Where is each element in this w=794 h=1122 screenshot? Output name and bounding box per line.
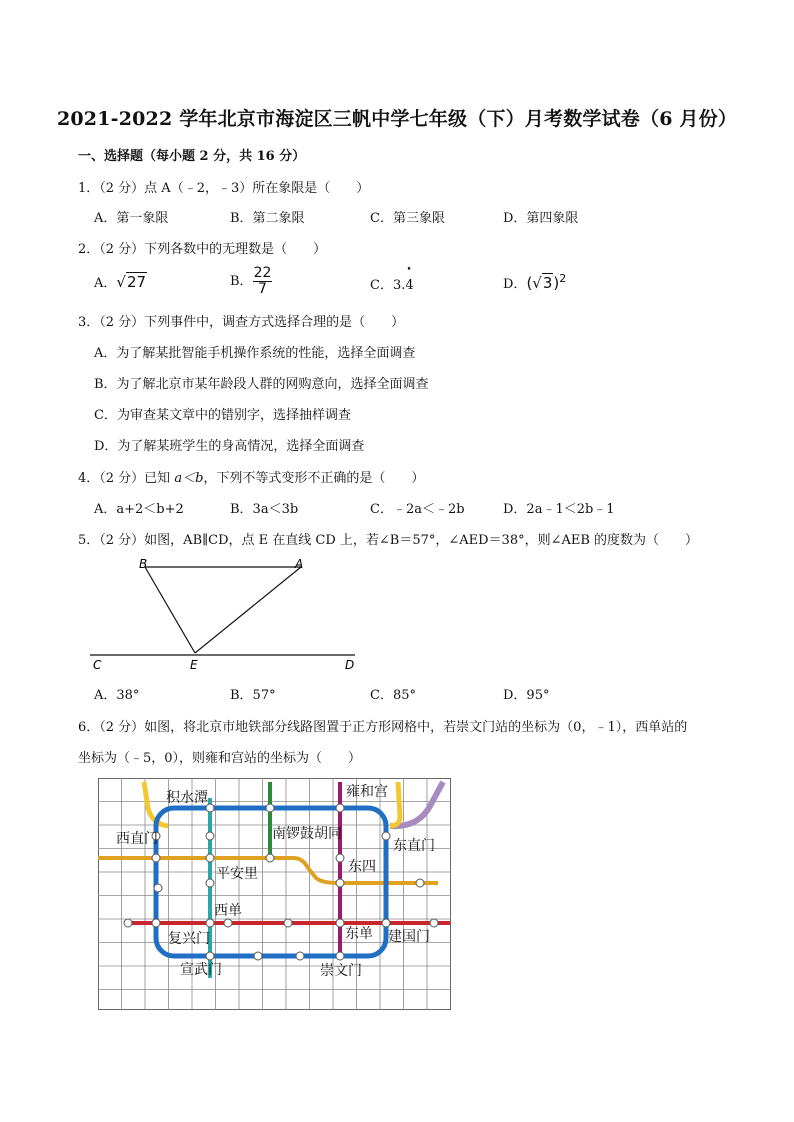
station-label-yonghegong: 雍和宫 [346,784,388,800]
question-5-option-a: A．38° [94,688,140,703]
station-label-dongsi: 东四 [348,859,376,875]
station-marker [206,952,214,960]
station-label-jishuitan: 积水潭 [166,790,208,806]
question-4-stem [78,467,424,486]
segment-be [145,567,195,653]
station-label-fuxingmen: 复兴门 [168,931,210,947]
option-d-prefix: D． [503,277,527,292]
station-label-nanluoguxiang: 南锣鼓胡同 [272,826,342,842]
question-3-option-a: A．为了解某批智能手机操作系统的性能，选择全面调查 [94,346,416,361]
question-4-option-a: A．a+2＜b+2 [94,502,184,517]
station-label-xidan: 西单 [214,903,242,919]
radicand: 3 [542,274,553,292]
question-5-figure [85,555,370,675]
station-label-pinganli: 平安里 [216,866,258,882]
sqrt-3-squared: $(√3)^2$ [526,272,567,292]
point-label-c: C [93,658,102,672]
question-4-option-c: C．﹣2a＜﹣2b [370,502,465,517]
option-b-prefix: B． [230,274,253,289]
point-label-e: E [190,658,198,672]
stem-prefix: 4．（2 分）已知 [78,471,175,486]
station-label-dongdan: 东单 [345,926,373,942]
question-5-stem: 5．（2 分）如图，AB∥CD，点 E 在直线 CD 上，若∠B＝57°，∠AED＝38°，则∠AEB 的度数为（ ） [78,533,699,548]
question-1-option-a: A．第一象限 [94,211,169,226]
section-heading: 一、选择题（每小题 2 分，共 16 分） [78,149,306,164]
question-6-stem-line-2: 坐标为（﹣5，0），则雍和宫站的坐标为（ ） [78,751,362,766]
repeating-digit: • 4 [405,278,413,293]
question-3-option-b: B．为了解北京市某年龄段人群的网购意向，选择全面调查 [94,377,429,392]
station-marker [152,919,160,927]
integer-part: 3. [392,278,406,293]
numerator: 22 [253,265,272,281]
question-5-option-c: C．85° [370,688,416,703]
option-c-prefix: C． [370,278,393,293]
station-label-xizhimen: 西直门 [116,831,158,847]
station-marker [266,804,274,812]
station-marker [284,919,292,927]
point-label-d: D [345,658,355,672]
exponent: 2 [559,272,567,285]
question-1-option-d: D．第四象限 [503,211,579,226]
station-marker [206,879,214,887]
question-3-option-d: D．为了解某班学生的身高情况，选择全面调查 [94,439,365,454]
radicand: 27 [126,273,147,291]
station-marker [206,854,214,862]
stem-math: a＜b [174,471,204,486]
station-marker [154,884,162,892]
paper-title: 2021-2022 学年北京市海淀区三帆中学七年级（下）月考数学试卷（6 月份） [56,108,738,130]
question-2-option-b [230,266,272,297]
station-marker [336,919,344,927]
option-a-prefix: A． [94,276,117,291]
question-5-option-b: B．57° [230,688,276,703]
question-3-option-c: C．为审查某文章中的错别字，选择抽样调查 [94,408,351,423]
question-2-option-c [370,274,414,293]
station-marker [336,854,344,862]
station-marker [416,879,424,887]
point-label-a: A [295,557,304,571]
station-marker [266,854,274,862]
question-3-stem: 3．（2 分）下列事件中，调查方式选择合理的是（ ） [78,315,405,330]
station-marker [206,919,214,927]
station-marker [430,919,438,927]
question-2-option-d [503,272,566,292]
station-marker [224,919,232,927]
station-marker [336,952,344,960]
question-2-option-a [94,272,147,291]
station-marker [336,804,344,812]
station-marker [382,919,390,927]
stem-suffix: ，下列不等式变形不正确的是（ ） [203,471,425,486]
sqrt-27: √27 [116,273,147,291]
question-1-stem: 1．（2 分）点 A（﹣2，﹣3）所在象限是（ ） [78,181,370,196]
question-6-stem-line-1: 6．（2 分）如图，将北京市地铁部分线路图置于正方形网格中，若崇文门站的坐标为（0，﹣1），西单站的 [78,720,688,735]
fraction-22-7 [253,266,273,297]
question-4-option-b: B．3a＜3b [230,502,299,517]
station-label-xuanwumen: 宣武门 [180,962,222,978]
station-marker [382,832,390,840]
question-2-stem: 2．（2 分）下列各数中的无理数是（ ） [78,242,327,257]
station-marker [336,879,344,887]
station-label-dongzhimen: 东直门 [393,838,435,854]
metro-map-figure [98,778,451,1010]
segment-ae [195,567,301,653]
station-label-jianguomen: 建国门 [388,929,430,945]
station-marker [152,854,160,862]
station-marker [296,952,304,960]
station-marker [206,832,214,840]
station-marker [124,919,132,927]
station-marker [254,952,262,960]
question-5-option-d: D．95° [503,688,550,703]
question-4-option-d: D．2a﹣1＜2b﹣1 [503,502,615,517]
station-label-chongwenmen: 崇文门 [320,963,362,979]
question-1-option-c: C．第三象限 [370,211,445,226]
denominator: 7 [258,281,267,297]
point-label-b: B [139,557,148,571]
question-1-option-b: B．第二象限 [230,211,305,226]
